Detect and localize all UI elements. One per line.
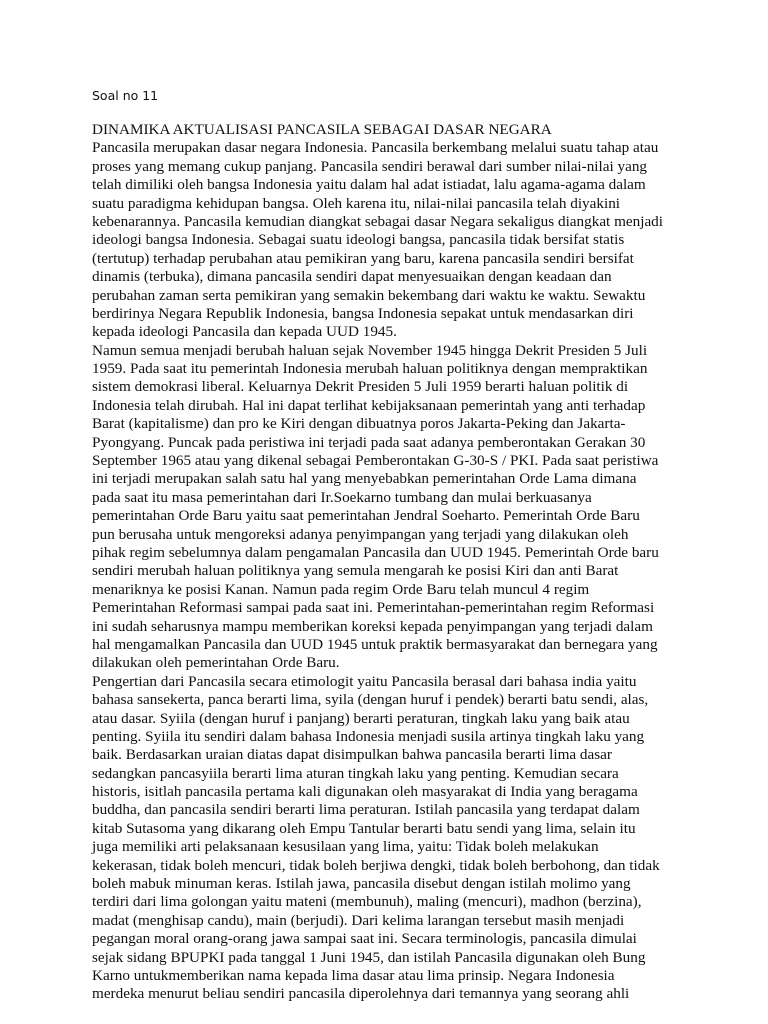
text-line: perubahan zaman serta pemikiran yang semakin bekembang dari waktu ke waktu. Sewaktu: [92, 286, 646, 304]
text-line: proses yang memang cukup panjang. Pancasila sendiri berawal dari sumber nilai-nilai yang: [92, 157, 648, 175]
text-line: telah dimiliki oleh bangsa Indonesia yaitu dalam hal adat istiadat, lalu agama-agama dalam: [92, 176, 646, 194]
text-line: Pemerintahan Reformasi sampai pada saat ini. Pemerintahan-pemerintahan regim Reformasi: [92, 599, 655, 617]
text-line: kepada ideologi Pancasila dan kepada UUD 1945.: [92, 323, 397, 341]
question-label: Soal no 11: [92, 88, 159, 103]
text-line: dilakukan oleh pemerintahan Orde Baru.: [92, 654, 340, 672]
text-line: boleh mabuk minuman keras. Istilah jawa, pancasila disebut dengan istilah molimo yang: [92, 875, 631, 893]
text-line: dinamis (terbuka), dimana pancasila sendiri dapat menyesuaikan dengan keadaan dan: [92, 268, 612, 286]
text-line: Pengertian dari Pancasila secara etimologit yaitu Pancasila berasal dari bahasa india yaitu: [92, 672, 637, 690]
text-line: sedangkan pancasyiila berarti lima aturan tingkah laku yang penting. Kemudian secara: [92, 764, 619, 782]
text-line: madat (menghisap candu), main (berjudi). Dari kelima larangan tersebut masih menjadi: [92, 911, 625, 929]
text-line: baik. Berdasarkan uraian diatas dapat disimpulkan bahwa pancasila berarti lima dasar: [92, 746, 612, 764]
text-line: September 1965 atau yang dikenal sebagai Pemberontakan G-30-S / PKI. Pada saat peristiwa: [92, 452, 659, 470]
document-body: [92, 121, 708, 1004]
text-line: Indonesia telah dirubah. Hal ini dapat terlihat kebijaksanaan pemerintah yang anti terhadap: [92, 396, 646, 414]
text-line: kebenarannya. Pancasila kemudian diangkat sebagai dasar Negara sekaligus diangkat menjadi: [92, 212, 663, 230]
text-line: ini sudah seharusnya mampu memberikan koreksi kepada penyimpangan yang terjadi dalam: [92, 617, 653, 635]
text-line: bahasa sansekerta, panca berarti lima, syila (dengan huruf i pendek) berarti batu sendi, alas,: [92, 691, 649, 709]
text-line: pemerintahan Orde Baru yaitu saat pemerintahan Jendral Soeharto. Pemerintah Orde Baru: [92, 507, 640, 525]
text-line: ideologi bangsa Indonesia. Sebagai suatu ideologi bangsa, pancasila tidak bersifat statis: [92, 231, 625, 249]
text-line: pegangan moral orang-orang jawa sampai saat ini. Secara terminologis, pancasila dimulai: [92, 930, 637, 948]
text-line: Pancasila merupakan dasar negara Indonesia. Pancasila berkembang melalui suatu tahap atau: [92, 139, 659, 157]
text-line: pun berusaha untuk mengoreksi adanya penyimpangan yang terjadi yang dilakukan oleh: [92, 525, 629, 543]
text-line: Pyongyang. Puncak pada peristiwa ini terjadi pada saat adanya pemberontakan Gerakan 30: [92, 433, 646, 451]
text-line: pihak regim sebelumnya dalam pengamalan Pancasila dan UUD 1945. Pemerintah Orde baru: [92, 543, 659, 561]
text-line: historis, isitlah pancasila pertama kali digunakan oleh masyarakat di India yang beragama: [92, 783, 638, 801]
text-line: kekerasan, tidak boleh mencuri, tidak boleh berjiwa dengki, tidak boleh berbohong, dan tidak: [92, 856, 660, 874]
text-line: suatu paradigma kehidupan bangsa. Oleh karena itu, nilai-nilai pancasila telah diyakini: [92, 194, 621, 212]
text-line: sejak sidang BPUPKI pada tanggal 1 Juni 1945, dan istilah Pancasila digunakan oleh Bung: [92, 948, 646, 966]
text-line: atau dasar. Syiila (dengan huruf i panjang) berarti peraturan, tingkah laku yang baik atau: [92, 709, 630, 727]
text-line: Namun semua menjadi berubah haluan sejak November 1945 hingga Dekrit Presiden 5 Juli: [92, 341, 648, 359]
text-line: penting. Syiila itu sendiri dalam bahasa Indonesia menjadi susila artinya tingkah laku yang: [92, 727, 645, 745]
text-line: sendiri merubah haluan politiknya yang semula mengarah ke posisi Kiri dan anti Barat: [92, 562, 619, 580]
text-line: merdeka menurut beliau sendiri pancasila diperolehnya dari temannya yang seorang ahli: [92, 985, 630, 1003]
text-line: sistem demokrasi liberal. Keluarnya Dekrit Presiden 5 Juli 1959 berarti haluan politik di: [92, 378, 629, 396]
text-line: pada saat itu masa pemerintahan dari Ir.Soekarno tumbang dan mulai berkuasanya: [92, 488, 592, 506]
text-line: kitab Sutasoma yang dikarang oleh Empu Tantular berarti batu sendi yang lima, selain itu: [92, 819, 636, 837]
text-line: buddha, dan pancasila sendiri berarti lima peraturan. Istilah pancasila yang terdapat dalam: [92, 801, 640, 819]
text-line: Karno untukmemberikan nama kepada lima dasar atau lima prinsip. Negara Indonesia: [92, 966, 615, 984]
text-line: menariknya ke posisi Kanan. Namun pada regim Orde Baru telah muncul 4 regim: [92, 580, 590, 598]
text-line: hal mengamalkan Pancasila dan UUD 1945 untuk praktik bermasyarakat dan bernegara yang: [92, 635, 658, 653]
text-line: Barat (kapitalisme) dan pro ke Kiri dengan dibuatnya poros Jakarta-Peking dan Jakarta-: [92, 415, 626, 433]
text-line: 1959. Pada saat itu pemerintah Indonesia merubah haluan politiknya dengan mempraktikan: [92, 360, 648, 378]
text-line: berdirinya Negara Republik Indonesia, bangsa Indonesia sepakat untuk mendasarkan diri: [92, 304, 634, 322]
text-line: juga memiliki arti pelaksanaan kesusilaan yang lima, yaitu: Tidak boleh melakukan: [92, 838, 599, 856]
document-heading: DINAMIKA AKTUALISASI PANCASILA SEBAGAI DASAR NEGARA: [92, 121, 552, 138]
text-line: ini terjadi merupakan salah satu hal yang menyebabkan pemerintahan Orde Lama dimana: [92, 470, 637, 488]
text-line: (tertutup) terhadap perubahan atau pemikiran yang baru, karena pancasila sendiri bersifat: [92, 249, 634, 267]
text-line: terdiri dari lima golongan yaitu mateni (membunuh), maling (mencuri), madhon (berzina),: [92, 893, 642, 911]
